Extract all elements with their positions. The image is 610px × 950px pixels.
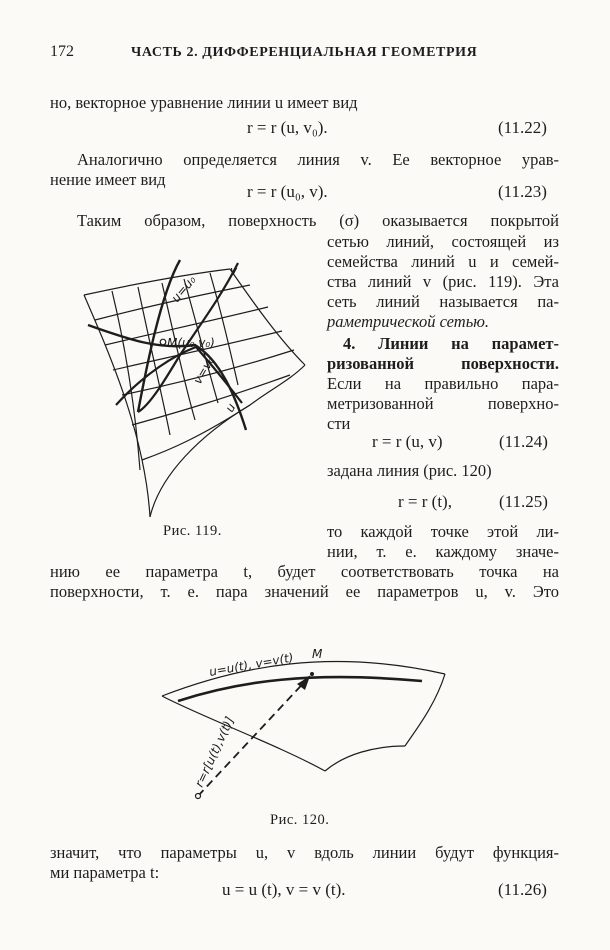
para-v-line-2: нение имеет вид bbox=[50, 170, 166, 189]
para-final-line-2: ми параметра t: bbox=[50, 863, 160, 882]
intro-line: но, векторное уравнение линии u имеет вид bbox=[50, 93, 358, 112]
para-net-line-4: ства линий v (рис. 119). Эта bbox=[327, 272, 559, 291]
fig119-boundary-bottom bbox=[150, 365, 305, 517]
section-4-line-3: Если на правильно пара- bbox=[327, 374, 559, 393]
para-net-line-5: сеть линий называется па- bbox=[327, 292, 559, 311]
para-net-line-1: Таким образом, поверхность (σ) оказывается покрытой bbox=[77, 211, 559, 230]
para-v-line-1: Аналогично определяется линия v. Ее векторное урав- bbox=[77, 150, 559, 169]
figure-120 bbox=[160, 636, 460, 811]
para-net-line-2: сетью линий, состоящей из bbox=[327, 232, 559, 251]
fig120-label-curve: u=u(t), v=v(t) bbox=[208, 650, 295, 679]
fig119-label-v-eq: v=v₀ bbox=[190, 354, 218, 387]
running-title: ЧАСТЬ 2. ДИФФЕРЕНЦИАЛЬНАЯ ГЕОМЕТРИЯ bbox=[131, 45, 478, 60]
figure-120-caption: Рис. 120. bbox=[270, 812, 330, 828]
equation-11-24: r = r (u, v) bbox=[372, 432, 443, 451]
equation-11-23: r = r (u₀, v). bbox=[247, 182, 328, 201]
para-final-line-1: значит, что параметры u, v вдоль линии будут функция- bbox=[50, 843, 559, 862]
given-line: задана линия (рис. 120) bbox=[327, 461, 492, 480]
fig119-label-u-eq: u=u₀ bbox=[168, 272, 199, 305]
figure-119-caption: Рис. 119. bbox=[163, 523, 222, 539]
fig120-curve bbox=[178, 677, 422, 701]
fig120-surface-left bbox=[162, 696, 325, 771]
fig120-label-vector: r=r[u(t),v(t)] bbox=[192, 714, 237, 790]
fig119-label-v: v bbox=[230, 264, 238, 278]
section-4-line-1: 4. Линии на парамет- bbox=[343, 334, 559, 353]
equation-number-11-24: (11.24) bbox=[499, 432, 548, 451]
fig120-point-m bbox=[310, 672, 314, 676]
fig119-boundary-top bbox=[84, 269, 230, 295]
para-point-line-4: поверхности, т. е. пара значений ее параметров u, v. Это bbox=[50, 582, 559, 601]
equation-11-25: r = r (t), bbox=[398, 492, 452, 511]
page-number: 172 bbox=[50, 43, 74, 60]
equation-number-11-22: (11.22) bbox=[498, 118, 547, 137]
fig120-origin bbox=[196, 794, 201, 799]
equation-11-22: r = r (u, v₀). bbox=[247, 118, 328, 137]
equation-number-11-23: (11.23) bbox=[498, 182, 547, 201]
equation-number-11-26: (11.26) bbox=[498, 880, 547, 899]
equation-11-26: u = u (t), v = v (t). bbox=[222, 880, 346, 899]
fig119-label-u: u bbox=[222, 400, 239, 415]
equation-number-11-25: (11.25) bbox=[499, 492, 548, 511]
figure-119 bbox=[50, 255, 330, 523]
section-4-line-2: ризованной поверхности. bbox=[327, 354, 559, 373]
para-point-line-3: нию ее параметра t, будет соответствовать точка на bbox=[50, 562, 559, 581]
para-net-line-6: раметрической сетью. bbox=[327, 312, 489, 331]
section-4-line-5: сти bbox=[327, 414, 351, 433]
fig120-surface-bottom bbox=[325, 746, 405, 771]
fig119-point-m bbox=[160, 339, 166, 345]
para-point-line-1: то каждой точке этой ли- bbox=[327, 522, 559, 541]
fig120-label-point: M bbox=[312, 647, 323, 661]
fig119-label-point: M(u₀,v₀) bbox=[167, 336, 215, 350]
fig120-surface-right bbox=[405, 674, 445, 746]
para-point-line-2: нии, т. е. каждому значе- bbox=[327, 542, 559, 561]
section-4-line-4: метризованной поверхно- bbox=[327, 394, 559, 413]
para-net-line-3: семейства линий u и семей- bbox=[327, 252, 559, 271]
